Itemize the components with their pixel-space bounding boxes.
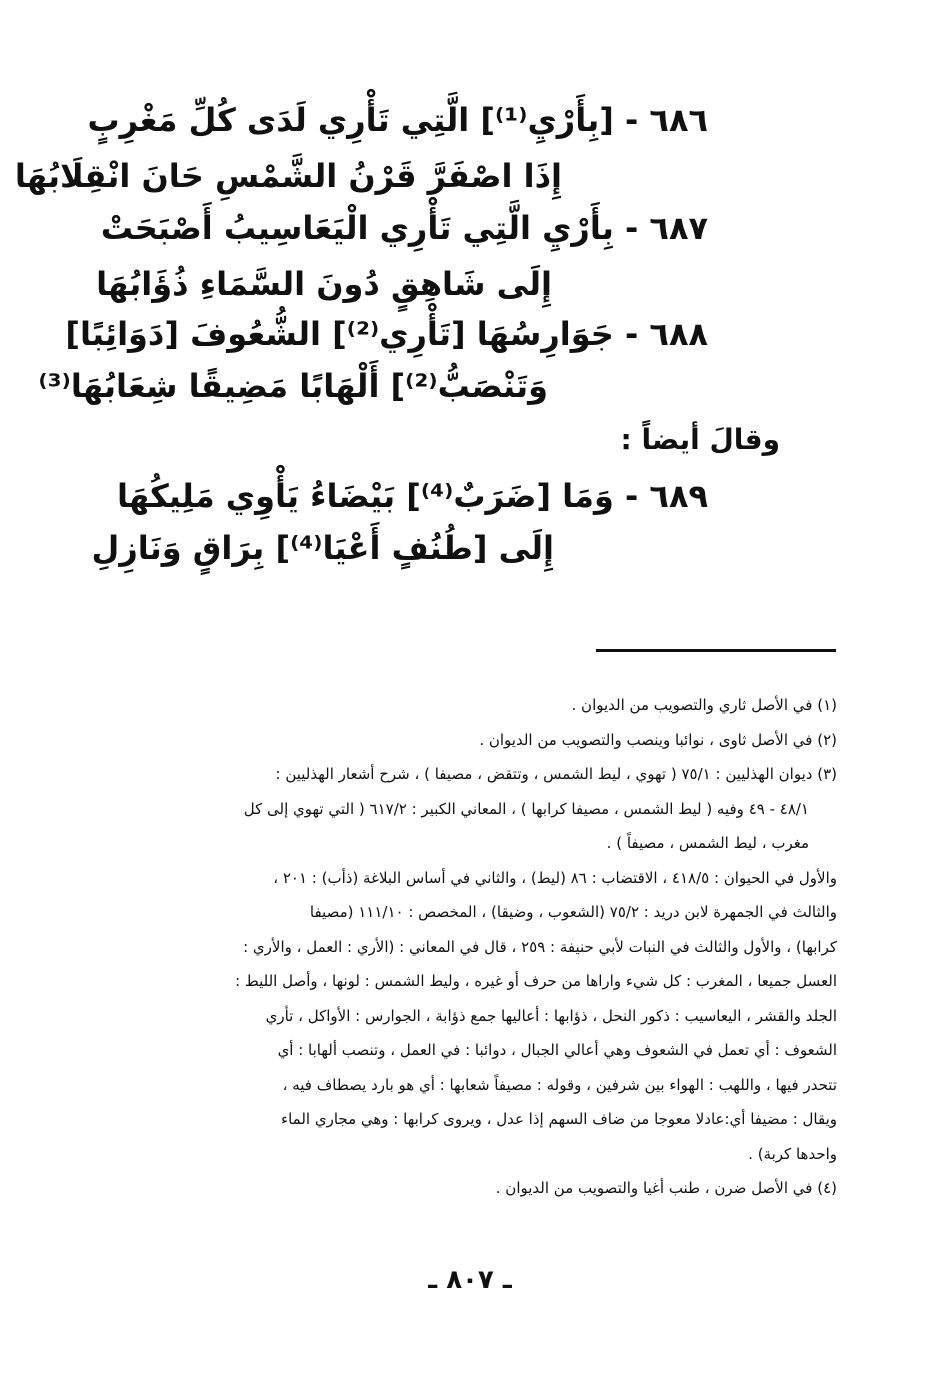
footnote-3-line-1: (٣) ديوان الهذليين : ٧٥/١ ( تهوي ، ليط الشمس ، وتتقض ، مصيفا ) ، شرح أشعار الهذليين : bbox=[275, 765, 837, 783]
footnote-3-line-12: واحدها كربة) . bbox=[748, 1144, 837, 1163]
section-intro: وقالَ أيضاً : bbox=[620, 423, 780, 456]
footnote-3-line-10: تتحدر فيها ، واللهب : الهواء بين شرفين ، وقوله : مصيفاً شعابها : أي هو بارد يصطاف فيه ، bbox=[282, 1075, 837, 1094]
footnote-3-line-8: الجلد والقشر ، اليعاسيب : ذكور النحل ، ذؤابها : أعاليها جمع ذؤابة ، الجوارس : الأواكل ، تأري bbox=[265, 1006, 837, 1025]
footnote-3-line-9: الشعوف : أي تعمل في الشعوف وهي أعالي الجبال ، دوائبا : في العمل ، وتنصب ألهابا : أي bbox=[277, 1041, 837, 1059]
footnote-3-line-2: ٤٨/١ - ٤٩ وفيه ( ليط الشمس ، مصيفا كرابها ) ، المعاني الكبير : ٦١٧/٢ ( التي تهوي إلى كل bbox=[243, 799, 809, 818]
verse-686-first-hemistich: ٦٨٦ - [بِأَرْيِ⁽¹⁾] الَّتِي تَأْرِي لَدَى كُلِّ مَغْرِبٍ bbox=[87, 101, 708, 139]
footnote-2: (٢) في الأصل ثاوى ، نوائبا وينصب والتصويب من الديوان . bbox=[479, 730, 837, 749]
footnote-1: (١) في الأصل ثاري والتصويب من الديوان . bbox=[571, 696, 837, 714]
footnote-3-line-11: ويقال : مضيفا أي:عادلا معوجا من ضاف السهم إذا عدل ، ويروى كرابها : وهي مجاري الماء bbox=[281, 1110, 837, 1128]
footnotes bbox=[137, 688, 837, 1206]
verse-687-second-hemistich: إِلَى شَاهِقٍ دُونَ السَّمَاءِ ذُؤَابُهَا bbox=[96, 265, 552, 303]
page-number: ـ ٨٠٧ ـ bbox=[428, 1265, 512, 1295]
verse-689-second-hemistich: إِلَى [طُنُفٍ أَعْيَا⁽⁴⁾] بِرَاقٍ وَنَازِلِ bbox=[91, 529, 554, 567]
verse-688-second-hemistich: وَتَنْصَبُّ⁽²⁾] أَلْهَابًا مَضِيقًا شِعَابُهَا⁽³⁾ bbox=[38, 367, 548, 405]
verse-688-first-hemistich: ٦٨٨ - جَوَارِسُهَا [تَأْرِي⁽²⁾] الشُّعُوفَ [دَوَائِبًا] bbox=[65, 315, 708, 353]
verse-689-first-hemistich: ٦٨٩ - وَمَا [ضَرَبٌ⁽⁴⁾] بَيْضَاءُ يَأْوِي مَلِيكُهَا bbox=[116, 477, 708, 515]
footnote-3-line-6: كرابها) ، والأول والثالث في النبات لأبي حنيفة : ٢٥٩ ، قال في المعاني : (الأري : العمل ، والأري : bbox=[243, 937, 837, 956]
footnote-3-line-3: مغرب ، ليط الشمس ، مصيفاً ) . bbox=[606, 834, 809, 852]
footnote-4: (٤) في الأصل ضرن ، طنب أغيا والتصويب من الديوان . bbox=[495, 1179, 837, 1197]
footnote-3-line-5: والثالث في الجمهرة لابن دريد : ٧٥/٢ (الشعوب ، وضيقا) ، المخصص : ١١١/١٠ (مصيفا bbox=[309, 903, 837, 921]
footnote-3-line-4: والأول في الحيوان : ٤١٨/٥ ، الاقتضاب : ٨٦ (ليط) ، والثاني في أساس البلاغة (ذأب) : ٢٠١ ، bbox=[273, 868, 837, 887]
verse-686-second-hemistich: إِذَا اصْفَرَّ قَرْنُ الشَّمْسِ حَانَ انْقِلَابُهَا bbox=[14, 157, 562, 195]
footnote-separator bbox=[596, 649, 836, 652]
verse-687-first-hemistich: ٦٨٧ - بِأَرْيِ الَّتِي تَأْرِي الْيَعَاسِيبُ أَصْبَحَتْ bbox=[100, 209, 708, 247]
footnote-3-line-7: العسل جميعا ، المغرب : كل شيء واراها من حرف أو غيره ، وليط الشمس : لونها ، وأصل الليط : bbox=[235, 972, 837, 990]
